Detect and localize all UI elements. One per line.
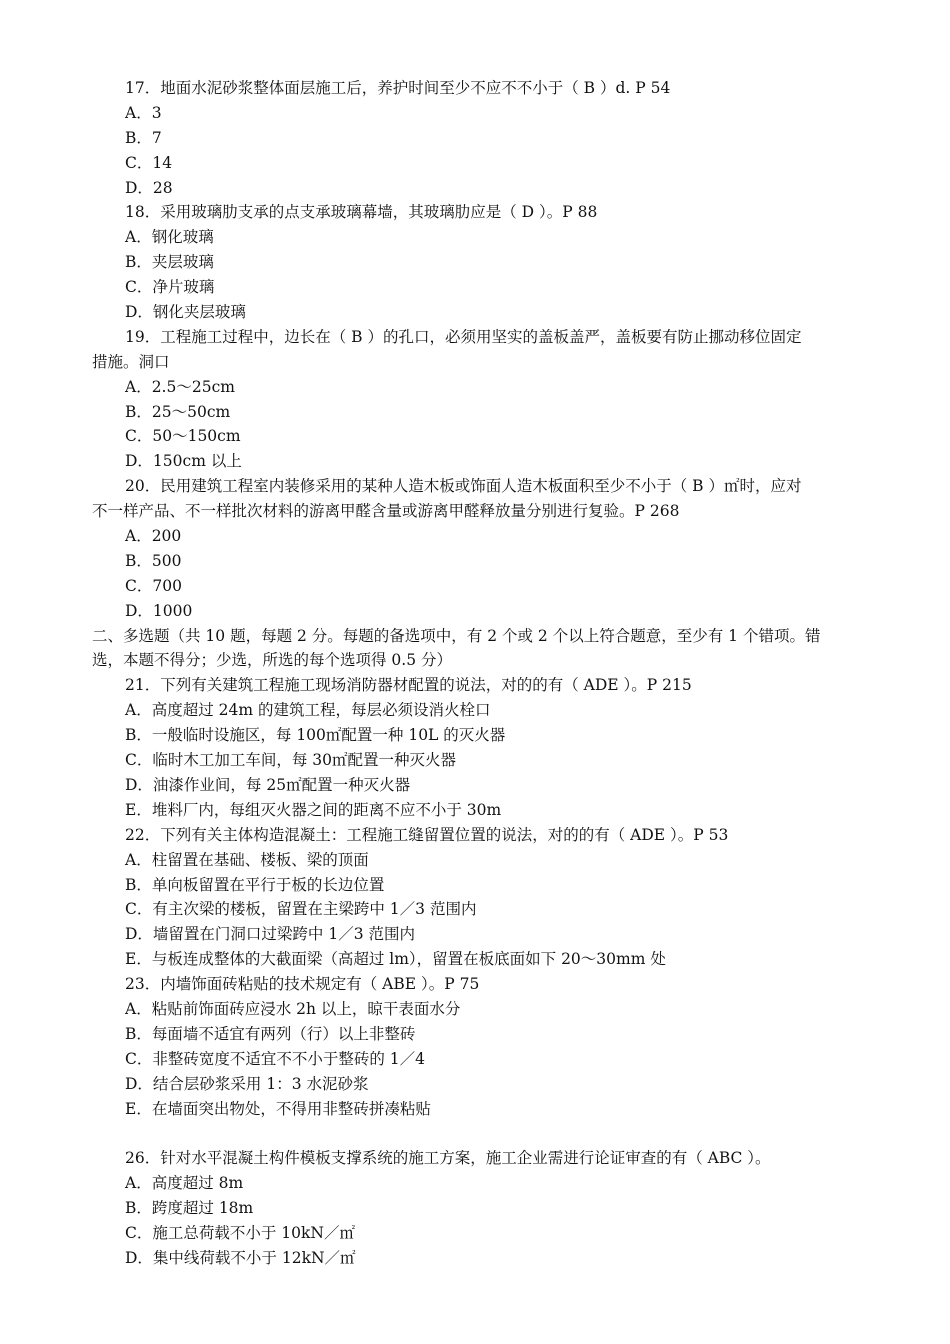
option-line: B．500	[125, 551, 182, 570]
option-line: B．一般临时设施区，每 100㎡配置一种 10L 的灭火器	[125, 726, 506, 745]
option-line: A．柱留置在基础、楼板、梁的顶面	[125, 850, 369, 869]
option-line: A．高度超过 24m 的建筑工程，每层必须设消火栓口	[125, 701, 491, 720]
question-line: 18．采用玻璃肋支承的点支承玻璃幕墙，其玻璃肋应是（ D ）。P 88	[125, 203, 598, 222]
question-line: 22．下列有关主体构造混凝土：工程施工缝留置位置的说法，对的的有（ ADE ）。P 53	[125, 825, 729, 844]
question-line: 17．地面水泥砂浆整体面层施工后，养护时间至少不应不不小于（ B ）d. P 54	[125, 79, 671, 97]
document-body	[92, 76, 862, 1271]
option-line: B．跨度超过 18m	[125, 1199, 254, 1218]
question-line: 19．工程施工过程中，边长在（ B ）的孔口，必须用坚实的盖板盖严，盖板要有防止挪动移位固定	[125, 327, 802, 346]
option-line: E．与板连成整体的大截面梁（高超过 lm），留置在板底面如下 20～30mm 处	[125, 950, 666, 969]
question-line: 20．民用建筑工程室内装修采用的某种人造木板或饰面人造木板面积至少不小于（ B ）㎡时，应对	[125, 477, 802, 496]
option-line: C．有主次梁的楼板，留置在主梁跨中 1／3 范围内	[125, 900, 477, 919]
option-line: D．墙留置在门洞口过梁跨中 1／3 范围内	[125, 925, 416, 944]
option-line: A．钢化玻璃	[125, 228, 214, 247]
option-line: A．2.5～25cm	[125, 377, 235, 396]
option-line: D．结合层砂浆采用 1：3 水泥砂浆	[125, 1074, 369, 1093]
option-line: C．施工总荷载不小于 10kN／㎡	[125, 1223, 355, 1242]
option-line: D．150cm 以上	[125, 452, 242, 471]
text-line: 措施。洞口	[92, 352, 170, 371]
question-line: 26．针对水平混凝土构件模板支撑系统的施工方案，施工企业需进行论证审查的有（ ABC ）。	[125, 1149, 771, 1168]
option-line: C．临时木工加工车间，每 30㎡配置一种灭火器	[125, 751, 457, 770]
option-line: C．700	[125, 576, 182, 595]
option-line: C．非整砖宽度不适宜不不小于整砖的 1／4	[125, 1049, 426, 1068]
option-line: B．25～50cm	[125, 402, 231, 421]
option-line: D．28	[125, 178, 173, 197]
text-line: 不一样产品、不一样批次材料的游离甲醛含量或游离甲醛释放量分别进行复验。P 268	[92, 502, 680, 521]
option-line: A．200	[125, 527, 182, 546]
question-line: 21．下列有关建筑工程施工现场消防器材配置的说法，对的的有（ ADE ）。P 215	[125, 676, 692, 695]
option-line: D．油漆作业间，每 25㎡配置一种灭火器	[125, 775, 411, 794]
option-line: D．钢化夹层玻璃	[125, 303, 246, 322]
option-line: B．7	[125, 128, 162, 147]
option-line: C．净片玻璃	[125, 278, 215, 297]
option-line: B．夹层玻璃	[125, 253, 214, 272]
option-line: B．单向板留置在平行于板的长边位置	[125, 875, 385, 894]
option-line: D．集中线荷载不小于 12kN／㎡	[125, 1248, 356, 1267]
option-line: C．14	[125, 153, 173, 172]
option-line: E．在墙面突出物处，不得用非整砖拼凑粘贴	[125, 1099, 431, 1118]
option-line: C．50～150cm	[125, 427, 241, 446]
option-line: B．每面墙不适宜有两列（行）以上非整砖	[125, 1024, 416, 1043]
option-line: E．堆料厂内，每组灭火器之间的距离不应不小于 30m	[125, 800, 502, 819]
text-line: 二、多选题（共 10 题，每题 2 分。每题的备选项中，有 2 个或 2 个以上符合题意，至少有 1 个错项。错	[92, 626, 821, 645]
option-line: A．3	[125, 103, 162, 122]
option-line: A．粘贴前饰面砖应浸水 2h 以上，晾干表面水分	[125, 999, 461, 1018]
option-line: A．高度超过 8m	[125, 1174, 244, 1193]
question-line: 23．内墙饰面砖粘贴的技术规定有（ ABE ）。P 75	[125, 975, 480, 994]
blank-line	[92, 1121, 862, 1146]
option-line: D．1000	[125, 601, 193, 620]
text-line: 选，本题不得分；少选，所选的每个选项得 0.5 分）	[92, 651, 453, 670]
